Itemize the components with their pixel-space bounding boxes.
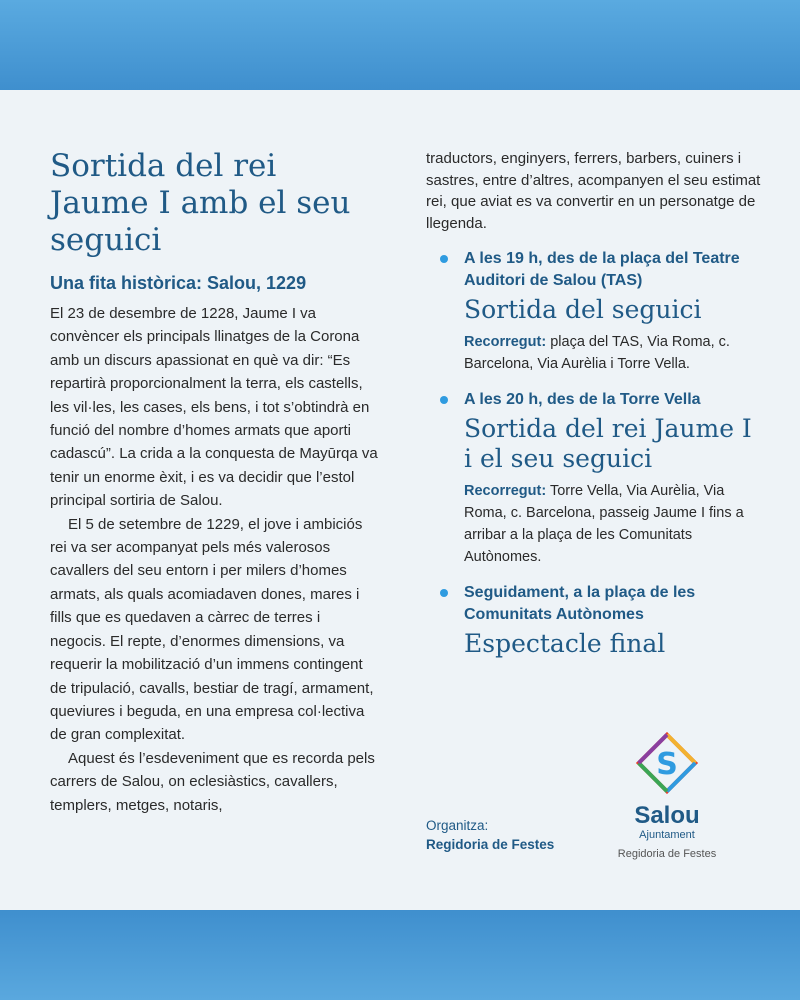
top-blue-band — [0, 0, 800, 90]
organizer-label: Organitza: — [426, 818, 489, 833]
salou-emblem-icon — [634, 730, 700, 796]
logo-name: Salou — [634, 802, 700, 829]
logo-department: Regidoria de Festes — [617, 848, 717, 860]
event-route — [464, 480, 766, 568]
event-route — [464, 331, 766, 375]
history-paragraph-1: El 23 de desembre de 1228, Jaume I va convèncer els principals llinatges de la Corona amb un discurs apassionat en què va dir: “Es repartirà proporcionalment la terra, els castells, les vil·les, les cases, els bens, i tot s’obtindrà en funció del nombre d’homes armats que aporti cadascú”. La crida a la conquesta de Mayūrqa va tenir un enorme èxit, i es va decidir que l’estol principal sortiria de Salou. — [50, 305, 378, 510]
right-column — [426, 148, 766, 665]
organizer-name: Regidoria de Festes — [426, 837, 555, 852]
history-paragraph-3: Aquest és l’esdeveniment que es recorda pels carrers de Salou, on eclesiàstics, cavallers, templers, metges, notaris, — [50, 749, 375, 814]
event-time: Seguidament, a la plaça de les Comunitats Autònomes — [464, 584, 696, 623]
history-continuation: traductors, enginyers, ferrers, barbers, cuiners i sastres, entre d’altres, acompanyen el seu estimat rei, que aviat es va convertir en un personatge de llegenda. — [426, 150, 761, 232]
event-item — [426, 248, 766, 375]
history-paragraph-2: El 5 de setembre de 1229, el jove i ambiciós rei va ser acompanyat pels més valerosos cavallers del seu entorn i per milers d’homes armats, als quals acomiadaven dones, mares i fills que es quedaven a càrrec de terres i negocis. El repte, d’enormes dimensions, va requerir la mobilització d’un immens contingent de tripulació, cavalls, bestiar de tragí, armament, queviures i beguda, en una empresa col·lectiva de gran complexitat. — [50, 515, 374, 744]
page-title: Sortida del rei Jaume I amb el seu seguici — [50, 148, 351, 258]
event-item — [426, 389, 766, 568]
event-time: A les 19 h, des de la plaça del Teatre Auditori de Salou (TAS) — [464, 250, 740, 289]
bullet-icon — [440, 255, 448, 263]
logo-letter: S — [656, 747, 678, 782]
salou-logo — [612, 730, 722, 862]
route-label: Recorregut: — [464, 483, 547, 499]
flyer-panel — [0, 90, 800, 910]
organizer-credit — [426, 816, 554, 854]
route-label: Recorregut: — [464, 334, 547, 350]
event-time: A les 20 h, des de la Torre Vella — [464, 391, 701, 408]
bottom-blue-band — [0, 910, 800, 1000]
event-item — [426, 582, 766, 659]
route-text: plaça del TAS, Via Roma, c. Barcelona, Via Aurèlia i Torre Vella. — [464, 334, 730, 372]
event-title: Sortida del rei Jaume I i el seu seguici — [464, 414, 752, 473]
logo-subtitle: Ajuntament — [639, 829, 695, 841]
bullet-icon — [440, 396, 448, 404]
event-title: Sortida del seguici — [464, 295, 702, 324]
bullet-icon — [440, 589, 448, 597]
event-title: Espectacle final — [464, 629, 666, 658]
left-column — [50, 148, 380, 817]
route-text: Torre Vella, Via Aurèlia, Via Roma, c. Barcelona, passeig Jaume I fins a arribar a la plaça de les Comunitats Autònomes. — [464, 483, 744, 565]
section-subtitle: Una fita històrica: Salou, 1229 — [50, 273, 307, 293]
